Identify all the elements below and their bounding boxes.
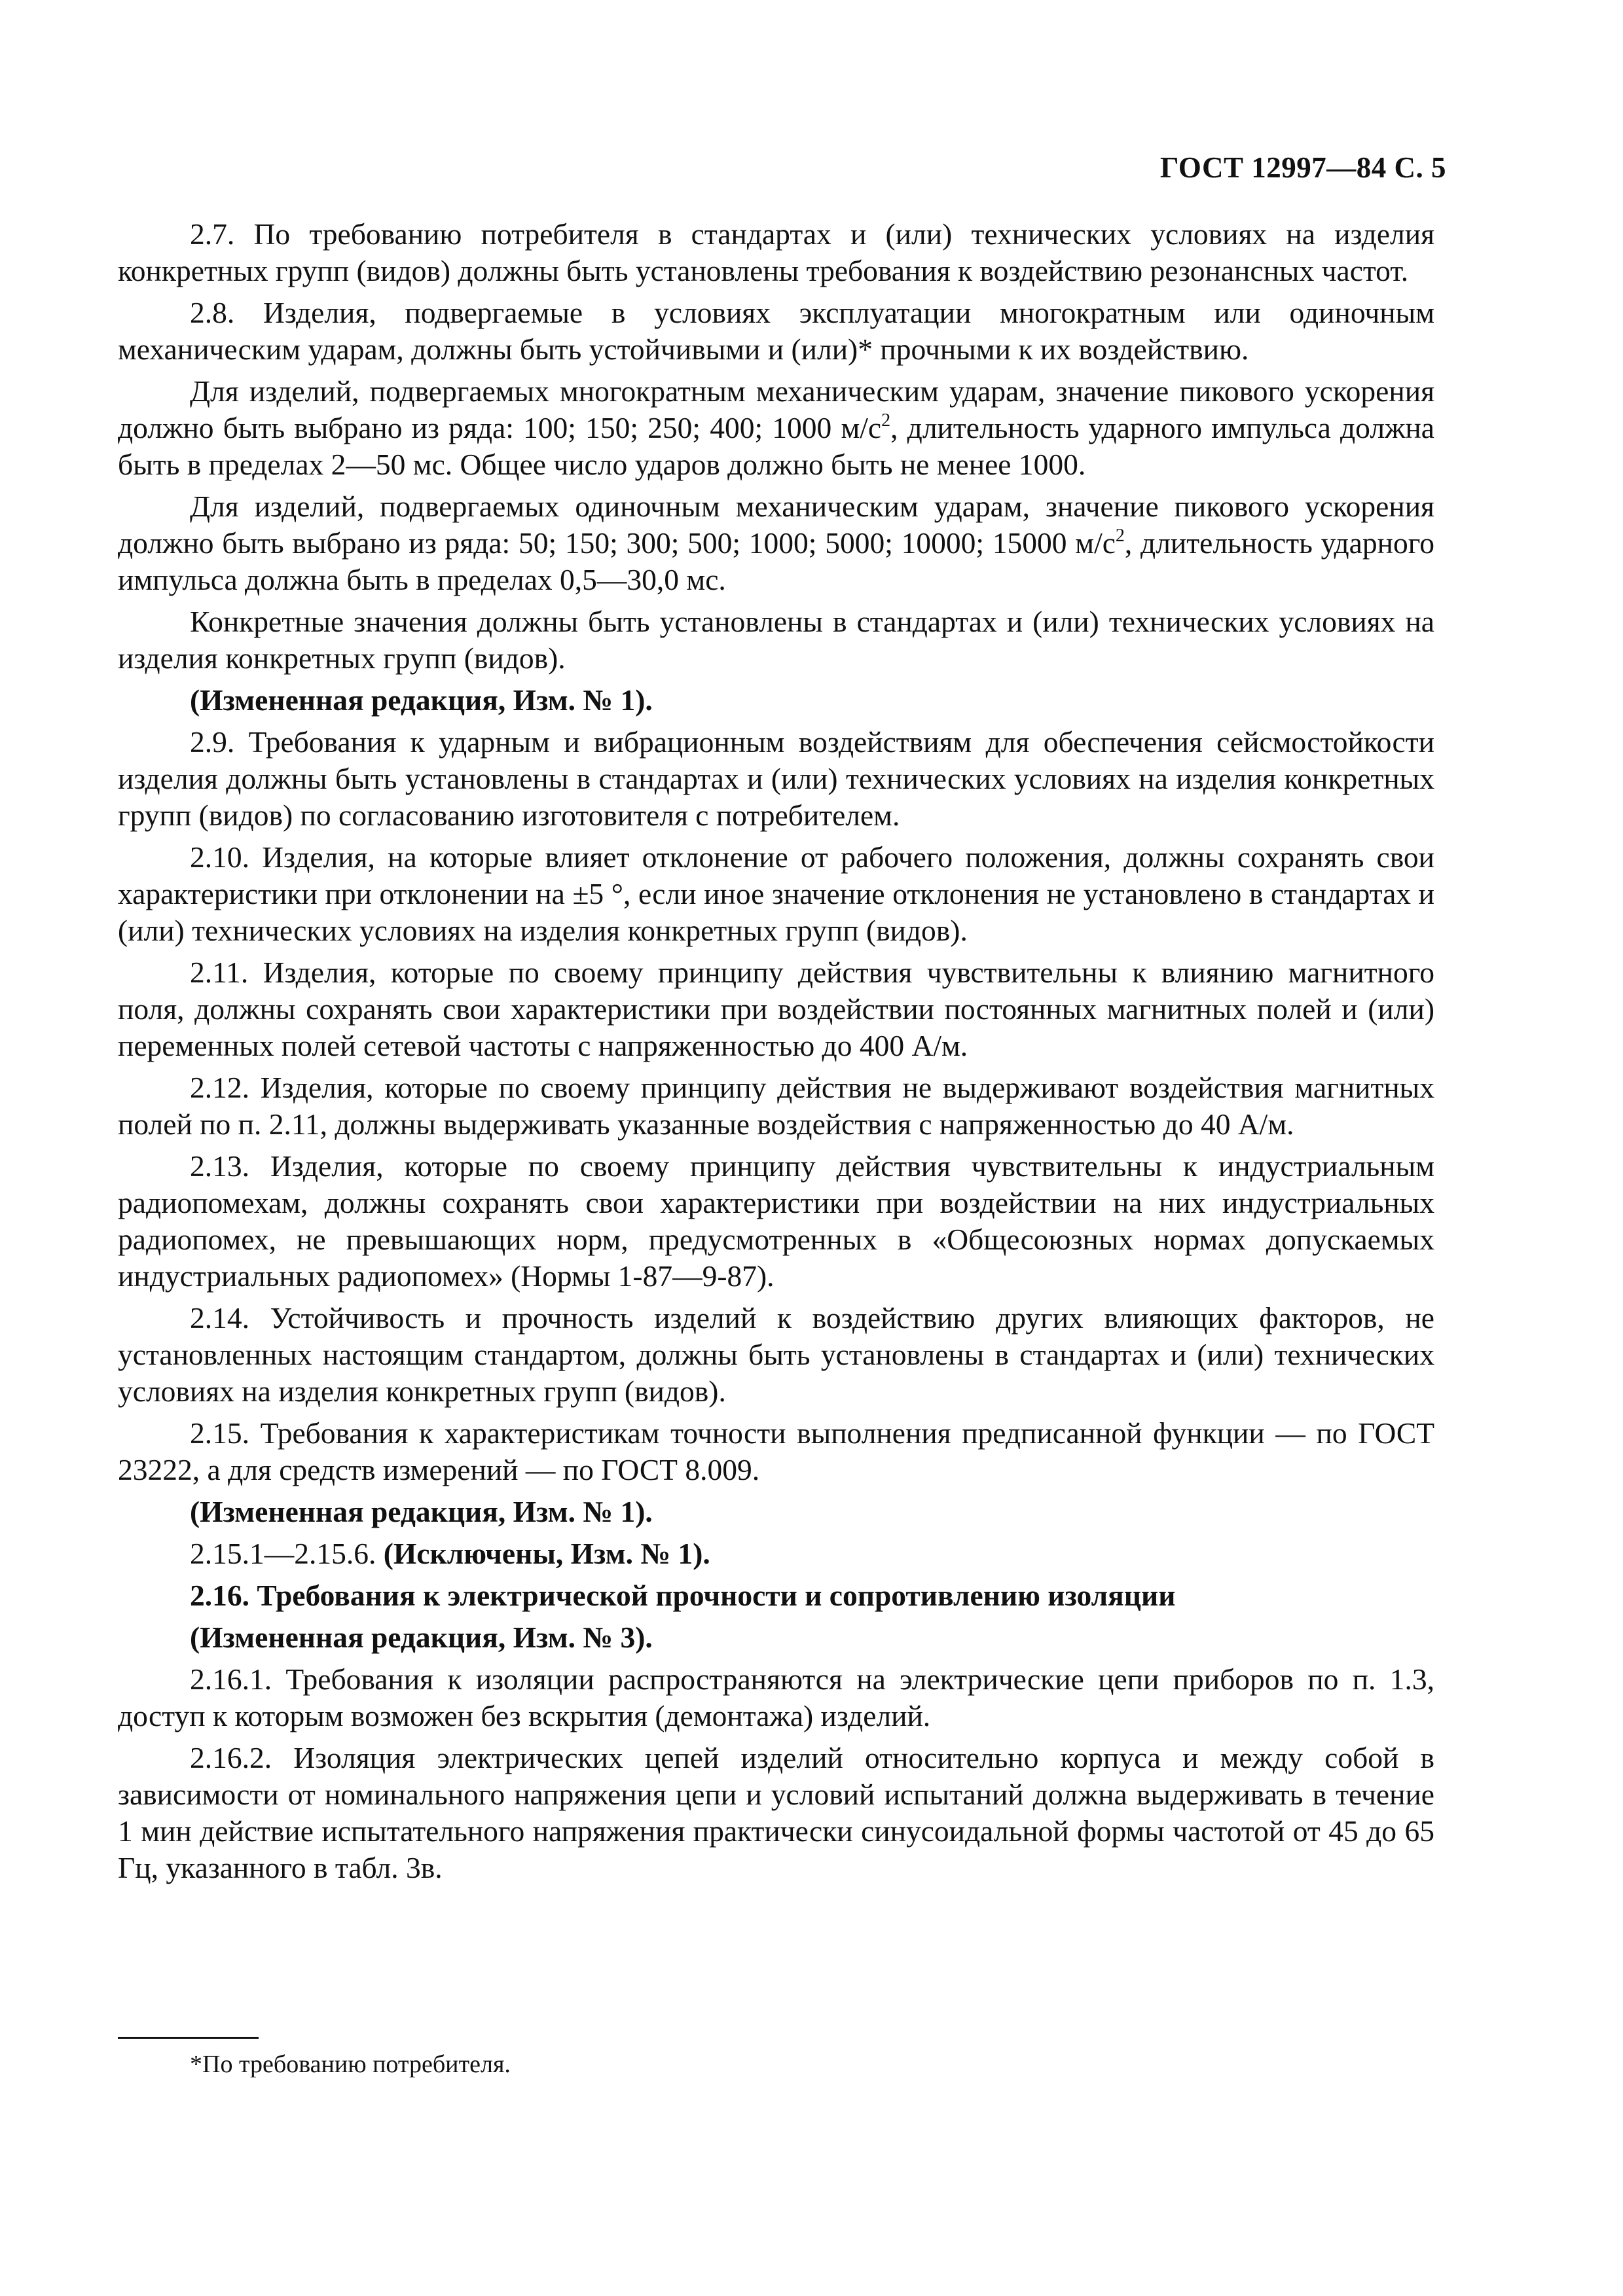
paragraph-2-11: 2.11. Изделия, которые по своему принципу действия чувствительны к влиянию магнитного поля, должны сохранять свои характеристики при воздействии постоянных магнитных полей и (или) переменных полей сетевой частоты с напряженностью до 400 А/м. bbox=[118, 956, 1434, 1062]
paragraph-2-10: 2.10. Изделия, на которые влияет отклонение от рабочего положения, должны сохранять свои характеристики при отклонении на ±5 °, если иное значение отклонения не установлено в стандартах и (или) технических условиях на изделия конкретных групп (видов). bbox=[118, 840, 1434, 947]
paragraph-2-13: 2.13. Изделия, которые по своему принципу действия чувствительны к индустриальным радиопомехам, должны сохранять свои характеристики при воздействии на них индустриальных радиопомех, не превышающих норм, предусмотренных в «Общесоюзных нормах допускаемых индустриальных радиопомех» (Нормы 1-87—9-87). bbox=[118, 1149, 1434, 1293]
paragraph-2-7: 2.7. По требованию потребителя в стандартах и (или) технических условиях на изделия конкретных групп (видов) должны быть установлены требования к воздействию резонансных частот. bbox=[118, 217, 1434, 287]
single-impacts-text-b: , длительность ударного импульса должна быть в пределах 0,5—30,0 мс. bbox=[118, 526, 1434, 596]
paragraph-2-16-1: 2.16.1. Требования к изоляции распространяются на электрические цепи приборов по п. 1.3, доступ к которым возможен без вскрытия (демонтажа) изделий. bbox=[118, 1662, 1434, 1732]
paragraph-2-16-2: 2.16.2. Изоляция электрических цепей изделий относительно корпуса и между собой в зависимости от номинального напряжения цепи и условий испытаний должна выдерживать в течение 1 мин действие испытательного напряжения практически синусоидальной формы частотой от 45 до 65 Гц, указанного в табл. 3в. bbox=[118, 1741, 1434, 1884]
paragraph-2-9: 2.9. Требования к ударным и вибрационным воздействиям для обеспечения сейсмостойкости изделия должны быть установлены в стандартах и (или) технических условиях на изделия конкретных групп (видов) по согласованию изготовителя с потребителем. bbox=[118, 725, 1434, 832]
paragraph-2-12: 2.12. Изделия, которые по своему принципу действия не выдерживают воздействия магнитных полей по п. 2.11, должны выдерживать указанные воздействия с напряженностью до 40 А/м. bbox=[118, 1071, 1434, 1141]
superscript-squared: 2 bbox=[881, 410, 891, 431]
section-heading-2-16: 2.16. Требования к электрической прочности и сопротивлению изоляции bbox=[190, 1579, 1176, 1612]
amendment-note-1b: (Измененная редакция, Изм. № 1). bbox=[190, 1495, 653, 1528]
document-body bbox=[118, 216, 1434, 1892]
excluded-note: (Исключены, Изм. № 1). bbox=[383, 1537, 710, 1570]
paragraph-2-8: 2.8. Изделия, подвергаемые в условиях эксплуатации многократным или одиночным механическим ударам, должны быть устойчивыми и (или)* прочными к их воздействию. bbox=[118, 296, 1434, 366]
page-header: ГОСТ 12997—84 С. 5 bbox=[1159, 151, 1446, 184]
multiple-impacts-text-a: Для изделий, подвергаемых многократным механическим ударам, значение пикового ускорения должно быть выбрано из ряда: 100; 150; 250; 400; 1000 м/с bbox=[118, 374, 1434, 444]
multiple-impacts-text-b: , длительность ударного импульса должна быть в пределах 2—50 мс. Общее число ударов должно быть не менее 1000. bbox=[118, 411, 1435, 481]
paragraph-specific-values: Конкретные значения должны быть установлены в стандартах и (или) технических условиях на изделия конкретных групп (видов). bbox=[118, 605, 1434, 675]
footnote: *По требованию потребителя. bbox=[190, 2051, 511, 2078]
paragraph-2-14: 2.14. Устойчивость и прочность изделий к воздействию других влияющих факторов, не установленных настоящим стандартом, должны быть установлены в стандартах и (или) технических условиях на изделия конкретных групп (видов). bbox=[118, 1301, 1434, 1408]
excluded-range: 2.15.1—2.15.6. bbox=[190, 1537, 384, 1570]
superscript-squared: 2 bbox=[1115, 526, 1125, 546]
paragraph-2-15: 2.15. Требования к характеристикам точности выполнения предписанной функции — по ГОСТ 23222, а для средств измерений — по ГОСТ 8.009. bbox=[118, 1416, 1434, 1486]
paragraph-multiple-impacts bbox=[118, 373, 1434, 483]
paragraph-2-15-1 bbox=[118, 1535, 1434, 1572]
amendment-note-3: (Измененная редакция, Изм. № 3). bbox=[190, 1621, 653, 1654]
amendment-note-1a: (Измененная редакция, Изм. № 1). bbox=[190, 683, 653, 717]
single-impacts-text-a: Для изделий, подвергаемых одиночным механическим ударам, значение пикового ускорения должно быть выбрано из ряда: 50; 150; 300; 500; 1000; 5000; 10000; 15000 м/с bbox=[118, 490, 1434, 560]
footnote-divider bbox=[118, 2037, 259, 2039]
paragraph-single-impacts bbox=[118, 488, 1434, 598]
